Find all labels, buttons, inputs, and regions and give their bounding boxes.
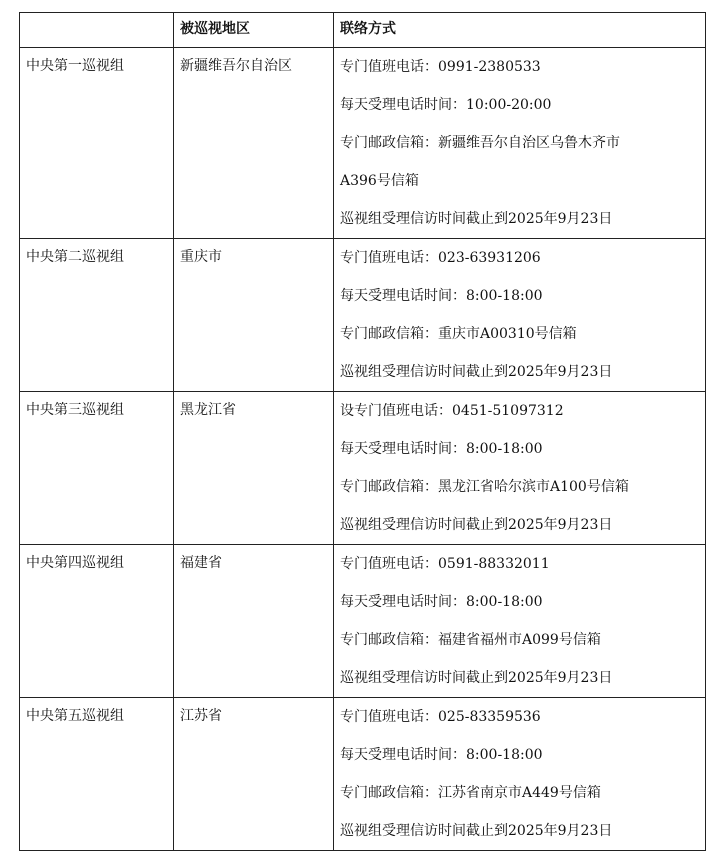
contact-line: A396号信箱 — [340, 173, 419, 189]
contact-line: 专门邮政信箱：江苏省南京市A449号信箱 — [340, 785, 601, 801]
contact-line: 专门值班电话：0591-88332011 — [340, 556, 550, 572]
inspected-region: 江苏省 — [174, 698, 334, 851]
contact-line: 专门值班电话：0991-2380533 — [340, 59, 541, 75]
contact-line: 每天受理电话时间：10:00-20:00 — [340, 97, 552, 113]
inspected-region: 重庆市 — [174, 239, 334, 392]
contact-line: 专门邮政信箱：福建省福州市A099号信箱 — [340, 632, 601, 648]
table-body — [20, 48, 706, 851]
contact-line-list — [340, 545, 699, 697]
inspection-group-name: 中央第五巡视组 — [20, 698, 174, 851]
contact-line: 专门邮政信箱：重庆市A00310号信箱 — [340, 326, 577, 342]
contact-line: 巡视组受理信访时间截止到2025年9月23日 — [340, 823, 613, 839]
inspection-group-name: 中央第四巡视组 — [20, 545, 174, 698]
contact-line: 每天受理电话时间：8:00-18:00 — [340, 594, 543, 610]
contact-line-list — [340, 698, 699, 850]
header-cell-contact: 联络方式 — [334, 13, 706, 48]
contact-line: 专门值班电话：025-83359536 — [340, 709, 541, 725]
contact-line: 巡视组受理信访时间截止到2025年9月23日 — [340, 670, 613, 686]
table-row — [20, 545, 706, 698]
inspected-region: 福建省 — [174, 545, 334, 698]
contact-details — [334, 698, 706, 851]
contact-details — [334, 48, 706, 239]
contact-line: 巡视组受理信访时间截止到2025年9月23日 — [340, 364, 613, 380]
contact-line-list — [340, 392, 699, 544]
header-cell-region: 被巡视地区 — [174, 13, 334, 48]
contact-line: 每天受理电话时间：8:00-18:00 — [340, 747, 543, 763]
inspection-contact-table — [19, 12, 706, 851]
contact-line-list — [340, 48, 699, 238]
table-row — [20, 48, 706, 239]
contact-line: 专门邮政信箱：黑龙江省哈尔滨市A100号信箱 — [340, 479, 629, 495]
inspection-group-name: 中央第一巡视组 — [20, 48, 174, 239]
contact-details — [334, 392, 706, 545]
inspected-region: 新疆维吾尔自治区 — [174, 48, 334, 239]
inspection-group-name: 中央第二巡视组 — [20, 239, 174, 392]
table-row — [20, 392, 706, 545]
contact-line: 设专门值班电话：0451-51097312 — [340, 403, 564, 419]
table-row — [20, 239, 706, 392]
header-cell-group — [20, 13, 174, 48]
table-header-row — [20, 13, 706, 48]
contact-line: 专门邮政信箱：新疆维吾尔自治区乌鲁木齐市 — [340, 135, 620, 151]
contact-line-list — [340, 239, 699, 391]
contact-details — [334, 545, 706, 698]
contact-line: 巡视组受理信访时间截止到2025年9月23日 — [340, 211, 613, 227]
contact-line: 巡视组受理信访时间截止到2025年9月23日 — [340, 517, 613, 533]
table-row — [20, 698, 706, 851]
contact-line: 专门值班电话：023-63931206 — [340, 250, 541, 266]
inspected-region: 黑龙江省 — [174, 392, 334, 545]
contact-details — [334, 239, 706, 392]
inspection-group-name: 中央第三巡视组 — [20, 392, 174, 545]
contact-line: 每天受理电话时间：8:00-18:00 — [340, 288, 543, 304]
contact-line: 每天受理电话时间：8:00-18:00 — [340, 441, 543, 457]
